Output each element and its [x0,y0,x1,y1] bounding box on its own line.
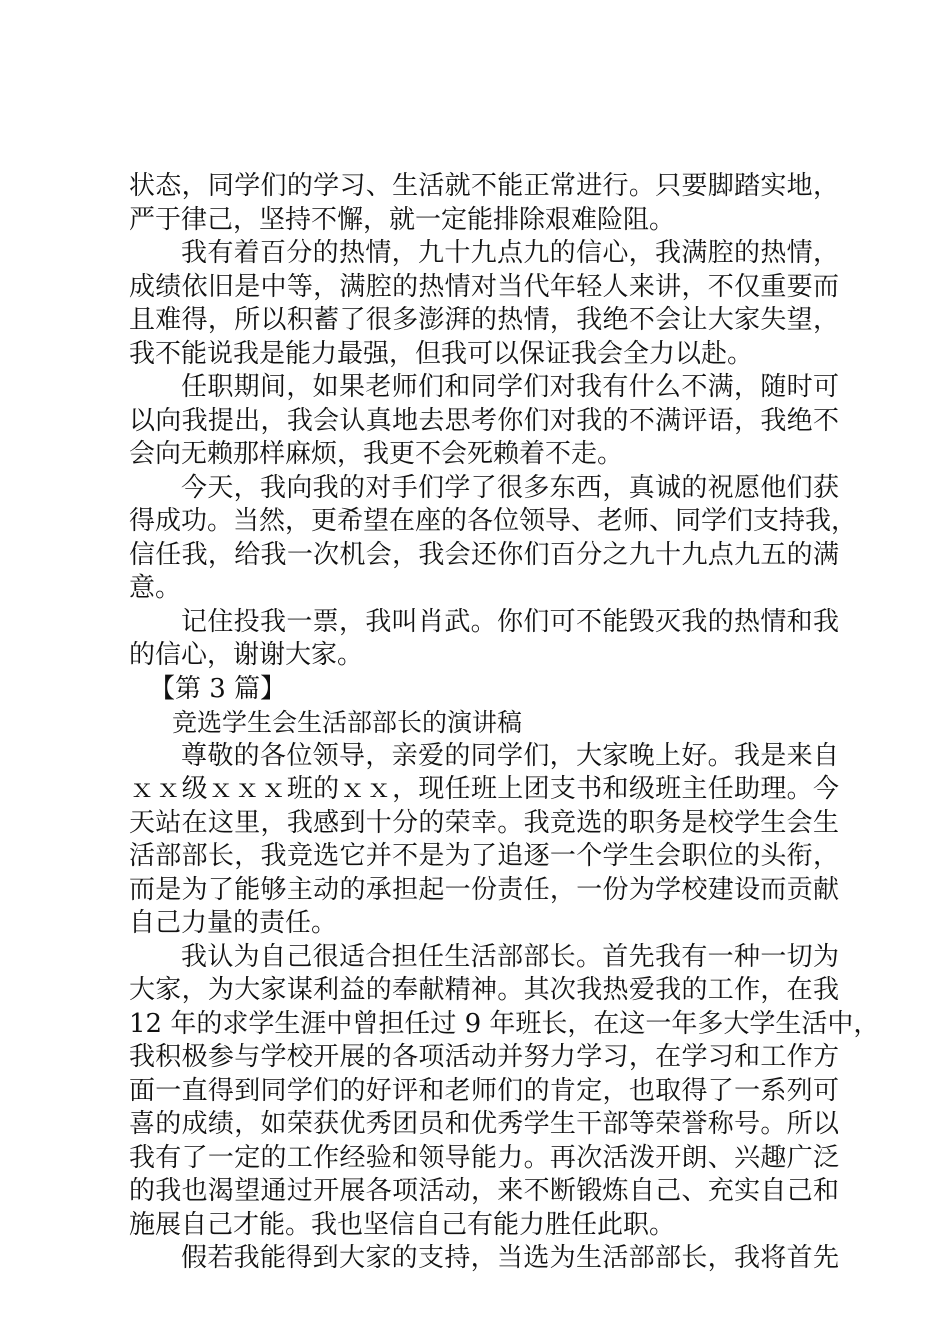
text-line: 施展自己才能。我也坚信自己有能力胜任此职。 [129,1209,676,1240]
text-line: 的信心，谢谢大家。 [129,640,364,670]
text-line: 我有了一定的工作经验和领导能力。再次活泼开朗、兴趣广泛 [129,1142,839,1173]
text-line: ｘｘ级ｘｘｘ班的ｘｘ，现任班上团支书和级班主任助理。今 [129,774,839,804]
text-line: 且难得，所以积蓄了很多澎湃的热情，我绝不会让大家失望， [129,305,839,335]
text-line: 天站在这里，我感到十分的荣幸。我竞选的职务是校学生会生 [129,807,839,838]
paragraph-first-line: 任职期间，如果老师们和同学们对我有什么不满，随时可 [181,372,839,402]
text-line: 自己力量的责任。 [129,908,338,938]
text-line: 12 年的求学生涯中曾担任过 9 年班长，在这一年多大学生活中， [129,1008,880,1039]
text-line: 严于律己，坚持不懈，就一定能排除艰难险阻。 [129,204,676,235]
text-line: 大家，为大家谋利益的奉献精神。其次我热爱我的工作，在我 [129,975,839,1005]
text-line: 我不能说我是能力最强，但我可以保证我会全力以赴。 [129,338,754,369]
paragraph-first-line: 记住投我一票，我叫肖武。你们可不能毁灭我的热情和我 [181,606,839,637]
text-line: 状态，同学们的学习、生活就不能正常进行。只要脚踏实地， [129,171,839,201]
text-line: 以向我提出，我会认真地去思考你们对我的不满评语，我绝不 [129,405,839,436]
text-line: 会向无赖那样麻烦，我更不会死赖着不走。 [129,439,624,469]
text-line: 喜的成绩，如荣获优秀团员和优秀学生干部等荣誉称号。所以 [129,1109,839,1139]
text-line: 成绩依旧是中等，满腔的热情对当代年轻人来讲，不仅重要而 [129,271,839,302]
paragraph-first-line: 尊敬的各位领导，亲爱的同学们，大家晚上好。我是来自 [181,740,839,771]
text-line: 得成功。当然，更希望在座的各位领导、老师、同学们支持我， [129,506,858,536]
text-line: 面一直得到同学们的好评和老师们的肯定，也取得了一系列可 [129,1075,839,1106]
paragraph-first-line: 我有着百分的热情，九十九点九的信心，我满腔的热情， [181,238,839,268]
text-line: 而是为了能够主动的承担起一份责任，一份为学校建设而贡献 [129,874,839,905]
text-line: 我积极参与学校开展的各项活动并努力学习，在学习和工作方 [129,1042,839,1072]
paragraph-first-line: 假若我能得到大家的支持，当选为生活部部长，我将首先 [181,1243,839,1273]
section-heading: 【第 3 篇】 [149,673,287,704]
text-line: 活部部长，我竞选它并不是为了追逐一个学生会职位的头衔， [129,841,839,871]
text-line: 信任我，给我一次机会，我会还你们百分之九十九点九五的满 [129,539,839,570]
paragraph-first-line: 今天，我向我的对手们学了很多东西，真诚的祝愿他们获 [181,472,839,503]
paragraph-first-line: 我认为自己很适合担任生活部部长。首先我有一种一切为 [181,941,839,972]
text-line: 意。 [129,573,182,603]
speech-title: 竞选学生会生活部部长的演讲稿 [172,708,523,737]
text-line: 的我也渴望通过开展各项活动，来不断锻炼自己、充实自己和 [129,1176,839,1206]
document-body [129,170,880,1276]
